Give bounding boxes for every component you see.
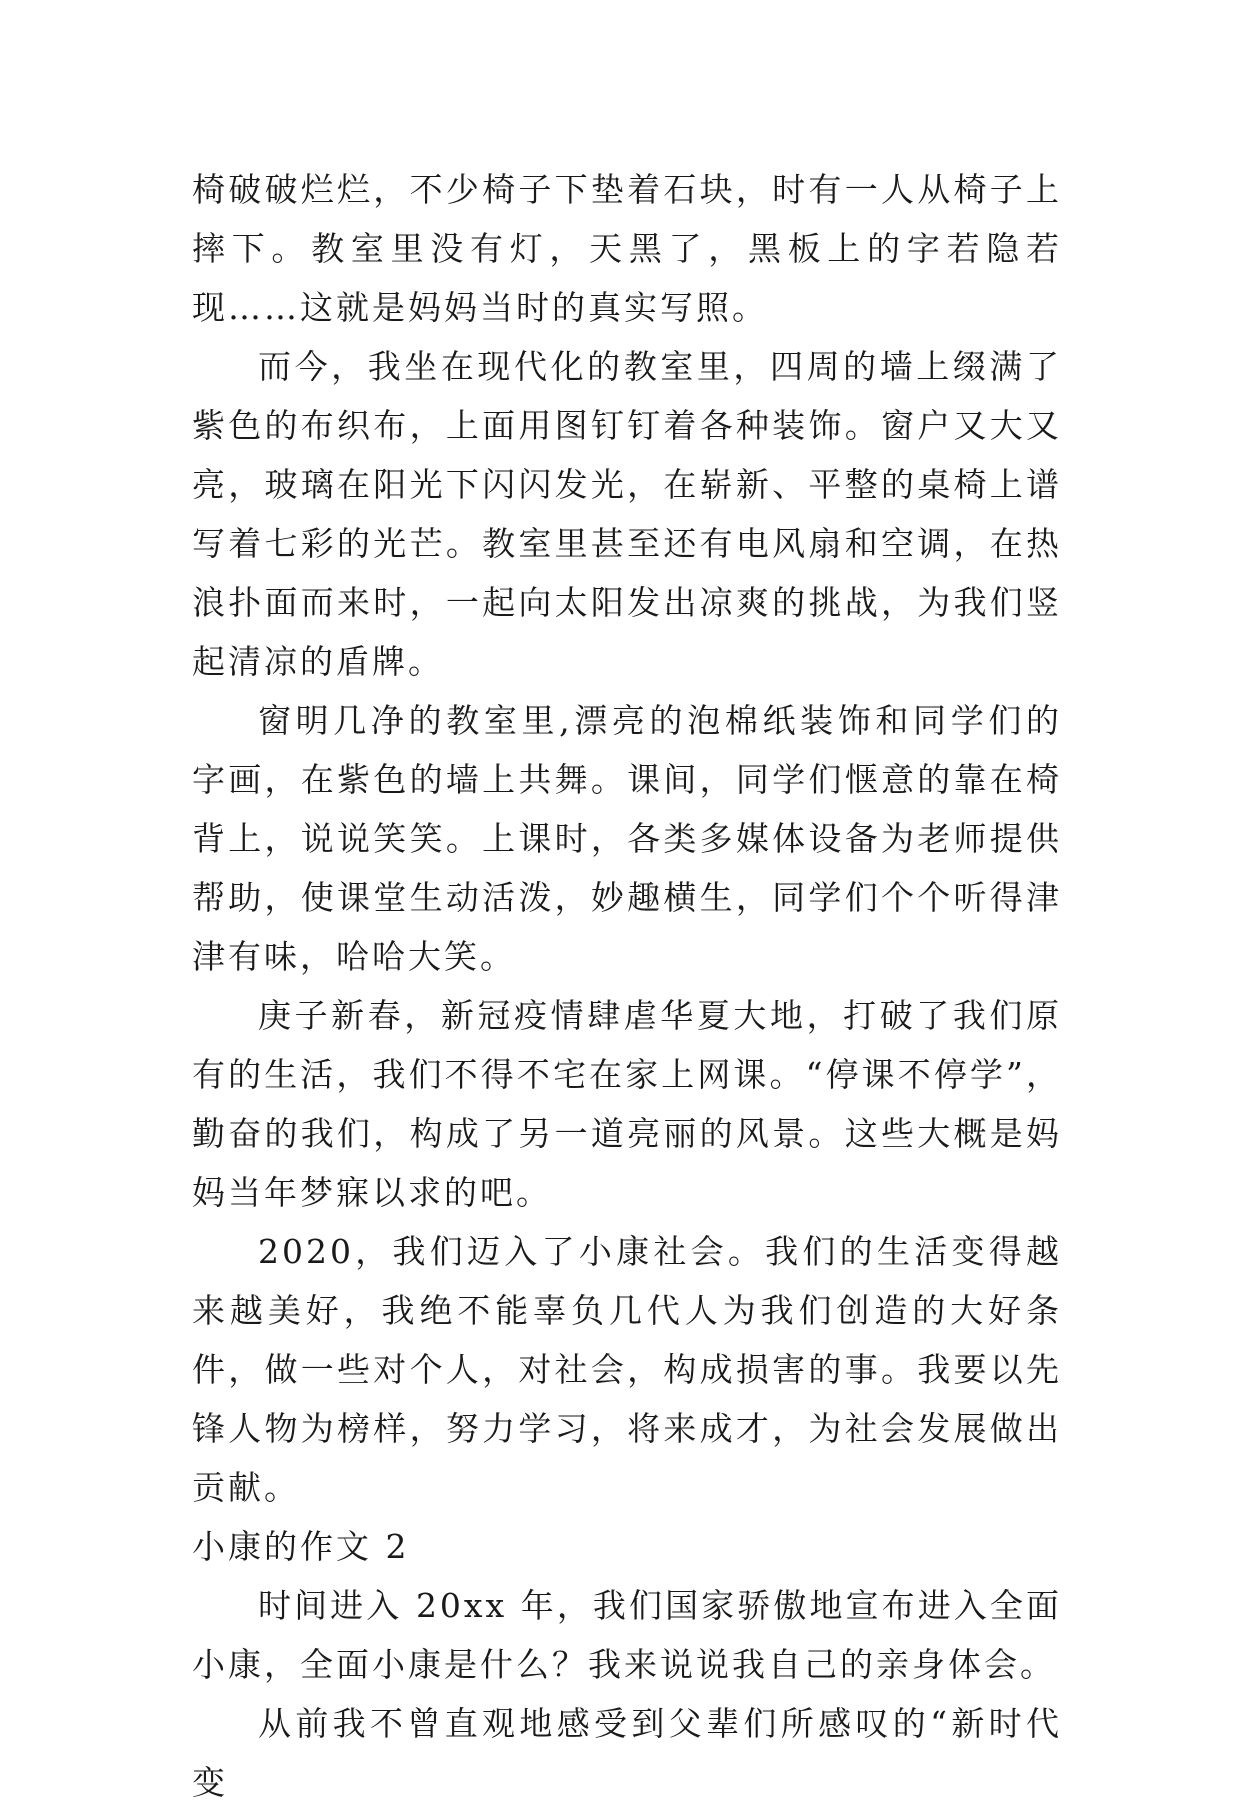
paragraph-3: 窗明几净的教室里,漂亮的泡棉纸装饰和同学们的字画，在紫色的墙上共舞。课间，同学们惬意的靠在椅背上，说说笑笑。上课时，各类多媒体设备为老师提供帮助，使课堂生动活泼，妙趣横生，同学们个个听得津津有味，哈哈大笑。 bbox=[192, 701, 1062, 976]
paragraph-7: 从前我不曾直观地感受到父辈们所感叹的“新时代变 bbox=[192, 1704, 1062, 1802]
paragraph-2: 而今，我坐在现代化的教室里，四周的墙上缀满了紫色的布织布，上面用图钉钉着各种装饰。窗户又大又亮，玻璃在阳光下闪闪发光，在崭新、平整的桌椅上谱写着七彩的光芒。教室里甚至还有电风扇和空调，在热浪扑面而来时，一起向太阳发出凉爽的挑战，为我们竖起清凉的盾牌。 bbox=[192, 347, 1062, 681]
paragraph-6: 时间进入 20xx 年，我们国家骄傲地宣布进入全面小康，全面小康是什么？我来说说我自己的亲身体会。 bbox=[192, 1586, 1062, 1684]
paragraph-5: 2020，我们迈入了小康社会。我们的生活变得越来越美好，我绝不能辜负几代人为我们创造的大好条件，做一些对个人，对社会，构成损害的事。我要以先锋人物为榜样，努力学习，将来成才，为社会发展做出贡献。 bbox=[192, 1232, 1062, 1507]
paragraph-4: 庚子新春，新冠疫情肆虐华夏大地，打破了我们原有的生活，我们不得不宅在家上网课。“停课不停学”，勤奋的我们，构成了另一道亮丽的风景。这些大概是妈妈当年梦寐以求的吧。 bbox=[192, 996, 1062, 1212]
paragraph-1: 椅破破烂烂，不少椅子下垫着石块，时有一人从椅子上摔下。教室里没有灯，天黑了，黑板上的字若隐若现……这就是妈妈当时的真实写照。 bbox=[192, 170, 1062, 327]
section-title: 小康的作文 2 bbox=[192, 1527, 410, 1566]
document-body bbox=[192, 160, 1062, 1812]
